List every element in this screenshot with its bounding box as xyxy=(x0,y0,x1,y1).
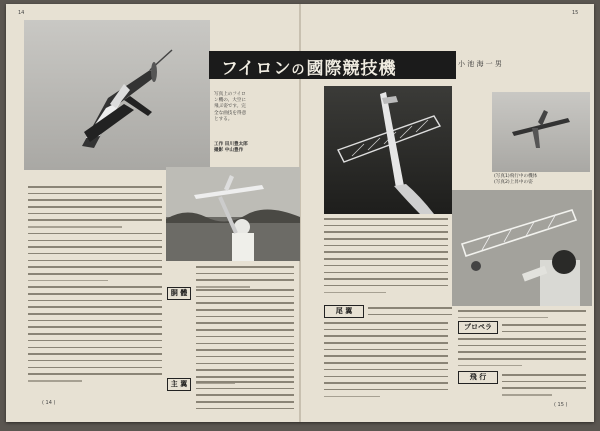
caption-line: とする。 xyxy=(214,116,233,122)
left-text-column-2c xyxy=(196,381,294,414)
photo-plane-in-sky xyxy=(24,20,210,170)
section-heading-body: 胴 體 xyxy=(167,287,191,300)
caption-line: 全な曲技を得意 xyxy=(214,110,247,116)
right-text-column-6 xyxy=(458,338,586,371)
right-page-number: 15 xyxy=(572,10,579,16)
photo-plane-in-flight xyxy=(492,92,590,172)
article-title: フイロンの國際競技機 xyxy=(221,59,397,79)
left-footer: ( 14 ) xyxy=(42,400,56,406)
right-text-column-1 xyxy=(324,218,448,298)
airplane-icon xyxy=(24,20,210,170)
article-title-banner xyxy=(209,51,456,79)
photo-plane-frame-held xyxy=(324,86,452,214)
right-photo-caption xyxy=(494,174,590,186)
credit-line: 撮影 中山豊作 xyxy=(214,148,244,154)
left-page-number: 14 xyxy=(18,10,25,16)
section-heading-tail: 尾 翼 xyxy=(324,305,364,318)
left-text-column-2b xyxy=(196,289,294,389)
caption-line: 写真上のフイロ xyxy=(214,92,246,97)
right-text-column-3 xyxy=(324,322,448,402)
article-author: 小 池 海 一 男 xyxy=(458,60,502,68)
credit-caption xyxy=(214,142,276,154)
right-footer: ( 15 ) xyxy=(554,402,568,408)
launch-scene-icon xyxy=(166,167,300,261)
right-text-column-7 xyxy=(502,374,586,401)
section-heading-wing: 主 翼 xyxy=(167,378,191,391)
right-text-column-5 xyxy=(502,324,586,337)
airframe-icon xyxy=(324,86,452,214)
caption-line: ン機の、大空に xyxy=(214,98,246,104)
left-text-column-1 xyxy=(28,186,162,387)
photo-man-launching-plane xyxy=(166,167,300,261)
right-text-column-2 xyxy=(368,307,452,320)
section-heading-propeller: プロペラ xyxy=(458,321,498,334)
credit-line: 工作 田川豊太郎 xyxy=(214,142,248,147)
top-photo-caption xyxy=(214,92,266,123)
caption-line: (写真2)上昇中の姿 xyxy=(494,180,533,186)
caption-line: (写真1)飛行中の機体 xyxy=(494,174,538,179)
flying-plane-icon xyxy=(492,92,590,172)
section-heading-flight: 飛 行 xyxy=(458,371,498,384)
magazine-spread xyxy=(6,4,594,422)
caption-line: 飛ぶ姿です。完 xyxy=(214,104,246,110)
holding-plane-icon xyxy=(452,190,592,306)
photo-man-holding-plane xyxy=(452,190,592,306)
